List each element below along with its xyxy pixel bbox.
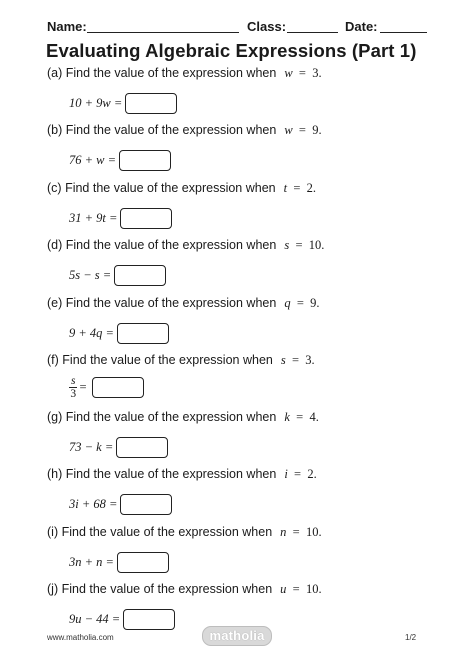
question-value: 10.	[305, 582, 322, 596]
question-prompt	[47, 123, 322, 138]
fraction-numerator: s	[71, 375, 76, 387]
question-f	[47, 353, 447, 403]
question-letter: (c)	[47, 181, 62, 195]
expression: =	[79, 380, 87, 394]
expression: 9u − 44 =	[69, 612, 121, 626]
question-variable: t	[283, 181, 288, 195]
answer-box[interactable]	[125, 93, 177, 114]
question-value: 4.	[309, 410, 319, 424]
question-letter: (b)	[47, 123, 63, 137]
question-prompt	[47, 467, 317, 482]
question-prompt	[47, 238, 324, 253]
question-text: Find the value of the expression when	[65, 467, 277, 481]
expression: 3n + n =	[69, 555, 114, 569]
question-letter: (a)	[47, 66, 63, 80]
question-condition	[284, 181, 316, 195]
question-letter: (f)	[47, 353, 59, 367]
expression-row	[69, 375, 144, 400]
question-value: 9.	[312, 123, 322, 137]
name-field-line[interactable]	[87, 32, 239, 33]
answer-box[interactable]	[117, 323, 169, 344]
equals-sign: =	[286, 582, 306, 596]
question-letter: (j)	[47, 582, 59, 596]
question-text: Find the value of the expression when	[61, 582, 273, 596]
expression-row	[69, 208, 172, 230]
question-prompt	[47, 410, 319, 425]
question-letter: (i)	[47, 525, 59, 539]
question-variable: s	[280, 353, 286, 367]
question-condition	[284, 66, 321, 80]
question-prompt	[47, 582, 322, 597]
expression-row	[69, 552, 169, 574]
question-a	[47, 66, 447, 116]
expression: 5s − s =	[69, 268, 112, 282]
name-label: Name:	[47, 19, 87, 34]
date-label: Date:	[345, 19, 378, 34]
question-prompt	[47, 181, 316, 196]
question-letter: (d)	[47, 238, 63, 252]
question-text: Find the value of the expression when	[65, 238, 277, 252]
matholia-logo	[202, 626, 272, 646]
question-condition	[284, 410, 319, 424]
question-prompt	[47, 353, 315, 368]
question-j	[47, 582, 447, 632]
question-e	[47, 296, 447, 346]
question-text: Find the value of the expression when	[65, 296, 277, 310]
question-variable: n	[280, 525, 287, 539]
question-variable: u	[280, 582, 287, 596]
question-text: Find the value of the expression when	[62, 353, 273, 367]
question-variable: s	[284, 238, 290, 252]
question-variable: w	[284, 66, 293, 80]
question-letter: (g)	[47, 410, 63, 424]
equals-sign: =	[285, 353, 306, 367]
expression-row	[69, 609, 175, 631]
answer-box[interactable]	[119, 150, 171, 171]
question-variable: k	[284, 410, 290, 424]
equals-sign: =	[292, 123, 313, 137]
question-letter: (h)	[47, 467, 63, 481]
expression-row	[69, 93, 177, 115]
question-condition	[284, 467, 316, 481]
question-prompt	[47, 296, 320, 311]
question-prompt	[47, 525, 322, 540]
question-b	[47, 123, 447, 173]
answer-box[interactable]	[114, 265, 166, 286]
class-field-line[interactable]	[287, 32, 338, 33]
equals-sign: =	[287, 467, 308, 481]
equals-sign: =	[287, 181, 307, 195]
equals-sign: =	[289, 238, 309, 252]
equals-sign: =	[289, 410, 310, 424]
question-condition	[284, 238, 324, 252]
expression-row	[69, 150, 171, 172]
worksheet-title: Evaluating Algebraic Expressions (Part 1)	[46, 40, 417, 61]
expression-row	[69, 494, 172, 516]
question-text: Find the value of the expression when	[61, 525, 273, 539]
footer-website: www.matholia.com	[47, 633, 114, 642]
question-variable: w	[284, 123, 293, 137]
worksheet-header	[47, 17, 427, 37]
answer-box[interactable]	[123, 609, 175, 630]
question-value: 10.	[308, 238, 325, 252]
page-number: 1/2	[405, 633, 417, 642]
logo-text: matholia	[209, 628, 265, 643]
class-label: Class:	[247, 19, 287, 34]
question-value: 10.	[305, 525, 322, 539]
question-value: 9.	[310, 296, 320, 310]
question-condition	[280, 525, 321, 539]
question-value: 3.	[312, 66, 322, 80]
question-prompt	[47, 66, 322, 81]
answer-box[interactable]	[117, 552, 169, 573]
question-text: Find the value of the expression when	[65, 181, 276, 195]
question-condition	[280, 582, 321, 596]
expression-row	[69, 323, 169, 345]
expression: 10 + 9w =	[69, 96, 123, 110]
equals-sign: =	[286, 525, 306, 539]
fraction-expression	[69, 375, 77, 400]
question-text: Find the value of the expression when	[65, 66, 277, 80]
question-condition	[284, 123, 321, 137]
question-h	[47, 467, 447, 517]
question-value: 2.	[307, 467, 317, 481]
question-text: Find the value of the expression when	[65, 123, 277, 137]
question-variable: i	[284, 467, 288, 481]
question-g	[47, 410, 447, 460]
question-letter: (e)	[47, 296, 63, 310]
question-condition	[281, 353, 315, 367]
expression: 73 − k =	[69, 440, 114, 454]
answer-box[interactable]	[116, 437, 168, 458]
question-value: 2.	[306, 181, 317, 195]
fraction-denominator: 3	[70, 388, 77, 400]
expression: 76 + w =	[69, 153, 117, 167]
question-value: 3.	[305, 353, 315, 367]
date-field-line[interactable]	[380, 32, 427, 33]
equals-sign: =	[292, 66, 313, 80]
answer-box[interactable]	[92, 377, 144, 398]
equals-sign: =	[290, 296, 311, 310]
expression: 31 + 9t =	[69, 211, 118, 225]
expression: 9 + 4q =	[69, 326, 114, 340]
question-text: Find the value of the expression when	[65, 410, 277, 424]
question-d	[47, 238, 447, 288]
expression-row	[69, 265, 166, 287]
answer-box[interactable]	[120, 208, 172, 229]
question-condition	[284, 296, 319, 310]
question-c	[47, 181, 447, 231]
question-i	[47, 525, 447, 575]
expression: 3i + 68 =	[69, 497, 118, 511]
answer-box[interactable]	[120, 494, 172, 515]
question-variable: q	[284, 296, 291, 310]
expression-row	[69, 437, 168, 459]
